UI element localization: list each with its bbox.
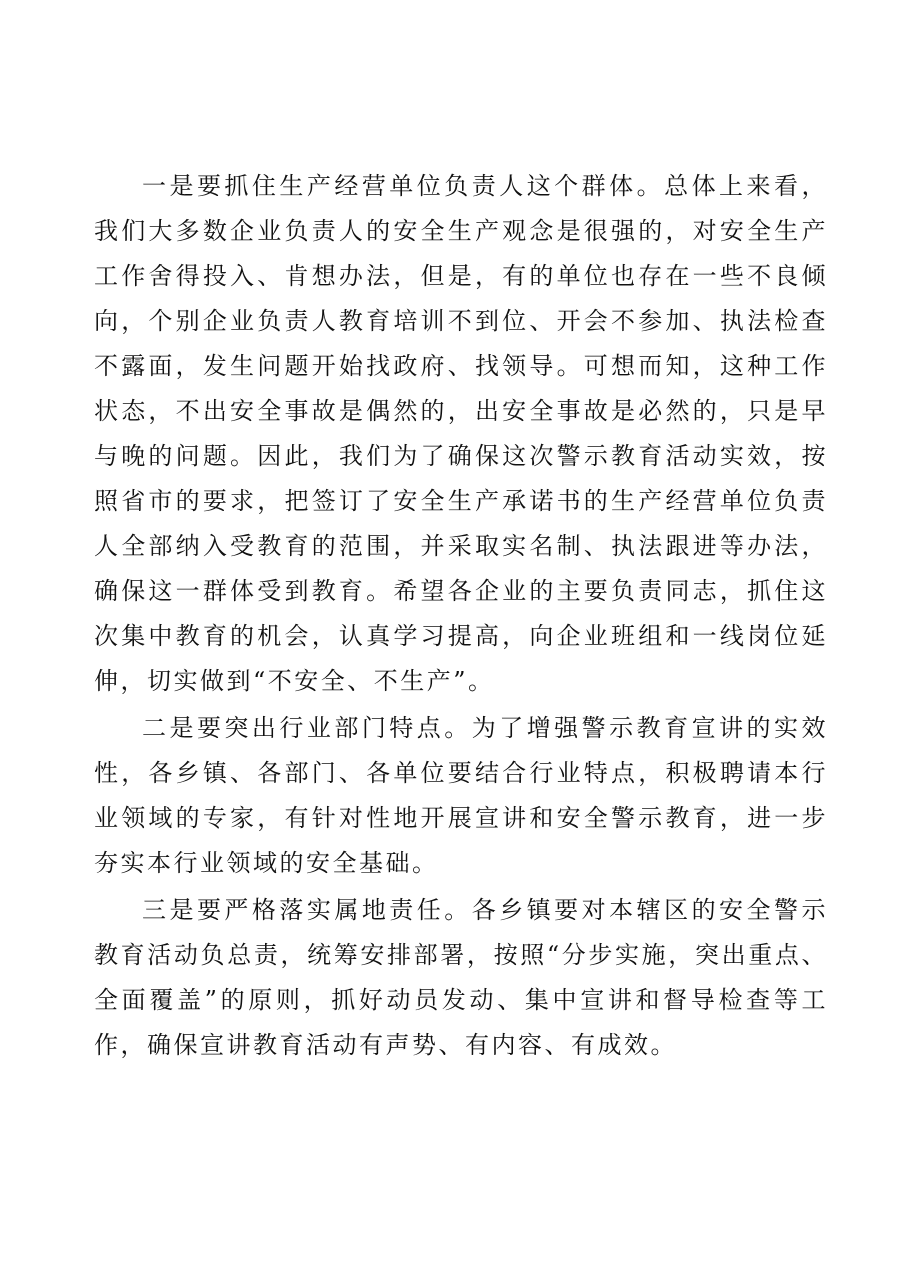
document-body [94, 164, 828, 1068]
paragraph-1: 一是要抓住生产经营单位负责人这个群体。总体上来看，我们大多数企业负责人的安全生产观念是很强的，对安全生产工作舍得投入、肯想办法，但是，有的单位也存在一些不良倾向，个别企业负责人教育培训不到位、开会不参加、执法检查不露面，发生问题开始找政府、找领导。可想而知，这种工作状态，不出安全事故是偶然的，出安全事故是必然的，只是早与晚的问题。因此，我们为了确保这次警示教育活动实效，按照省市的要求，把签订了安全生产承诺书的生产经营单位负责人全部纳入受教育的范围，并采取实名制、执法跟进等办法，确保这一群体受到教育。希望各企业的主要负责同志，抓住这次集中教育的机会，认真学习提高，向企业班组和一线岗位延伸，切实做到“不安全、不生产”。 [94, 172, 828, 695]
paragraph-3: 三是要严格落实属地责任。各乡镇要对本辖区的安全警示教育活动负总责，统筹安排部署，按照“分步实施，突出重点、全面覆盖”的原则，抓好动员发动、集中宣讲和督导检查等工作，确保宣讲教育活动有声势、有内容、有成效。 [94, 896, 828, 1059]
paragraph-2: 二是要突出行业部门特点。为了增强警示教育宣讲的实效性，各乡镇、各部门、各单位要结合行业特点，积极聘请本行业领域的专家，有针对性地开展宣讲和安全警示教育，进一步夯实本行业领域的安全基础。 [94, 714, 828, 877]
